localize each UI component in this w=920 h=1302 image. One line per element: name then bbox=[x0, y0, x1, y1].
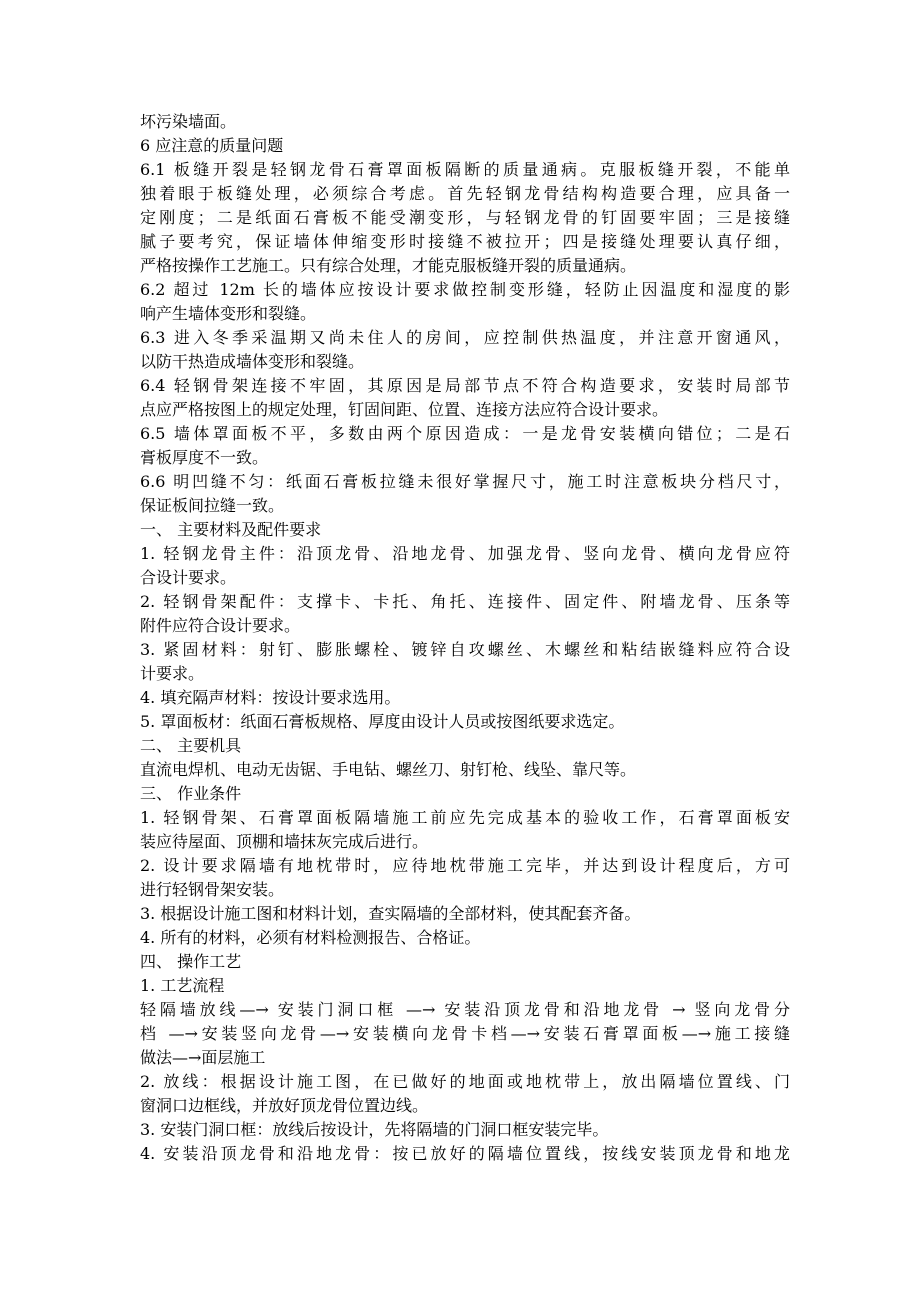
text-line: 2. 放线：根据设计施工图，在已做好的地面或地枕带上，放出隔墙位置线、门 bbox=[140, 1072, 790, 1091]
text-line: 1. 轻钢龙骨主件：沿顶龙骨、沿地龙骨、加强龙骨、竖向龙骨、横向龙骨应符 bbox=[140, 544, 790, 563]
text-line: 4. 填充隔声材料：按设计要求选用。 bbox=[140, 688, 401, 707]
section-heading: 6 应注意的质量问题 bbox=[140, 136, 284, 155]
text-line: 做法—→面层施工 bbox=[140, 1048, 266, 1067]
text-line: 定刚度；二是纸面石膏板不能受潮变形，与轻钢龙骨的钉固要牢固；三是接缝 bbox=[140, 208, 790, 227]
text-line: 窗洞口边框线，并放好顶龙骨位置边线。 bbox=[140, 1096, 429, 1115]
text-line: 2. 轻钢骨架配件：支撑卡、卡托、角托、连接件、固定件、附墙龙骨、压条等 bbox=[140, 592, 790, 611]
text-line: 点应严格按图上的规定处理，钉固间距、位置、连接方法应符合设计要求。 bbox=[140, 400, 669, 419]
text-line: 响产生墙体变形和裂缝。 bbox=[140, 304, 317, 323]
text-line: 3. 紧固材料：射钉、膨胀螺栓、镀锌自攻螺丝、木螺丝和粘结嵌缝料应符合设 bbox=[140, 640, 790, 659]
text-line: 进行轻钢骨架安装。 bbox=[140, 880, 285, 899]
text-line: 合设计要求。 bbox=[140, 568, 237, 587]
text-line: 保证板间拉缝一致。 bbox=[140, 496, 285, 515]
text-line: 1. 工艺流程 bbox=[140, 976, 225, 995]
text-line: 6.6 明凹缝不匀：纸面石膏板拉缝未很好掌握尺寸，施工时注意板块分档尺寸， bbox=[140, 472, 790, 491]
document-body bbox=[140, 110, 790, 1166]
text-line: 6.2 超过 12m 长的墙体应按设计要求做控制变形缝，轻防止因温度和湿度的影 bbox=[140, 280, 790, 299]
text-line: 膏板厚度不一致。 bbox=[140, 448, 269, 467]
text-line: 严格按操作工艺施工。只有综合处理，才能克服板缝开裂的质量通病。 bbox=[140, 256, 637, 275]
text-line: 6.4 轻钢骨架连接不牢固，其原因是局部节点不符合构造要求，安装时局部节 bbox=[140, 376, 790, 395]
text-line: 坏污染墙面。 bbox=[140, 112, 237, 131]
text-line: 以防干热造成墙体变形和裂缝。 bbox=[140, 352, 365, 371]
text-line: 3. 根据设计施工图和材料计划，查实隔墙的全部材料，使其配套齐备。 bbox=[140, 904, 641, 923]
text-line: 2. 设计要求隔墙有地枕带时，应待地枕带施工完毕，并达到设计程度后，方可 bbox=[140, 856, 790, 875]
section-heading: 三、 作业条件 bbox=[140, 784, 242, 803]
text-line: 腻子要考究，保证墙体伸缩变形时接缝不被拉开；四是接缝处理要认真仔细， bbox=[140, 232, 790, 251]
section-heading: 四、 操作工艺 bbox=[140, 952, 242, 971]
text-line: 轻隔墙放线—→ 安装门洞口框 —→ 安装沿顶龙骨和沿地龙骨 → 竖向龙骨分 bbox=[140, 1000, 790, 1019]
text-line: 直流电焊机、电动无齿锯、手电钻、螺丝刀、射钉枪、线坠、靠尺等。 bbox=[140, 760, 637, 779]
text-line: 4. 安装沿顶龙骨和沿地龙骨：按已放好的隔墙位置线，按线安装顶龙骨和地龙 bbox=[140, 1144, 790, 1163]
text-line: 档 —→安装竖向龙骨—→安装横向龙骨卡档—→安装石膏罩面板—→施工接缝 bbox=[140, 1024, 790, 1043]
text-line: 6.1 板缝开裂是轻钢龙骨石膏罩面板隔断的质量通病。克服板缝开裂，不能单 bbox=[140, 160, 790, 179]
text-line: 1. 轻钢骨架、石膏罩面板隔墙施工前应先完成基本的验收工作，石膏罩面板安 bbox=[140, 808, 790, 827]
section-heading: 一、 主要材料及配件要求 bbox=[140, 520, 322, 539]
text-line: 5. 罩面板材：纸面石膏板规格、厚度由设计人员或按图纸要求选定。 bbox=[140, 712, 625, 731]
text-line: 6.3 进入冬季采温期又尚未住人的房间，应控制供热温度，并注意开窗通风， bbox=[140, 328, 790, 347]
section-heading: 二、 主要机具 bbox=[140, 736, 242, 755]
text-line: 独着眼于板缝处理，必须综合考虑。首先轻钢龙骨结构构造要合理，应具备一 bbox=[140, 184, 790, 203]
text-line: 装应待屋面、顶棚和墙抹灰完成后进行。 bbox=[140, 832, 429, 851]
text-line: 3. 安装门洞口框：放线后按设计，先将隔墙的门洞口框安装完毕。 bbox=[140, 1120, 609, 1139]
text-line: 附件应符合设计要求。 bbox=[140, 616, 301, 635]
text-line: 计要求。 bbox=[140, 664, 205, 683]
text-line: 6.5 墙体罩面板不平，多数由两个原因造成：一是龙骨安装横向错位；二是石 bbox=[140, 424, 790, 443]
text-line: 4. 所有的材料，必须有材料检测报告、合格证。 bbox=[140, 928, 481, 947]
